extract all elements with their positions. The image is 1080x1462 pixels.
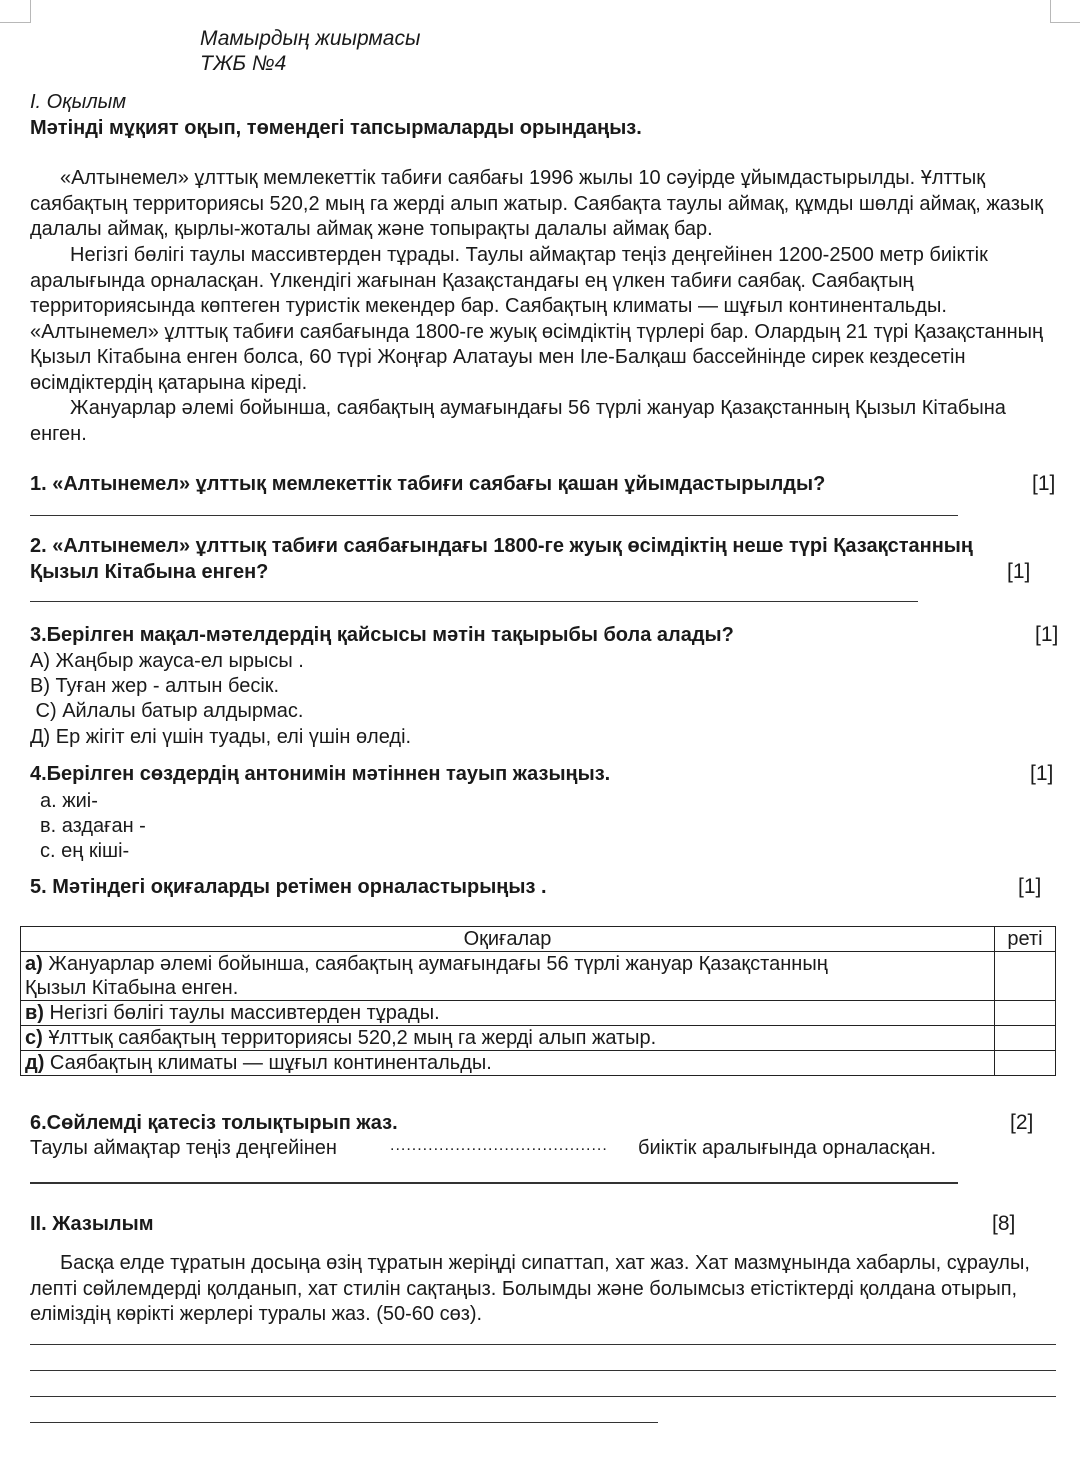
order-cell-a[interactable] [995, 952, 1056, 1001]
question-1: 1. «Алтынемел» ұлттық мемлекеттік табиғи саябағы қашан ұйымдастырылды? [30, 473, 826, 495]
question-4-item-b: в. аздаған - [40, 815, 146, 837]
question-6-sentence-start: Таулы аймақтар теңіз деңгейінен [30, 1137, 337, 1159]
answer-line-2[interactable] [30, 601, 918, 602]
writing-line-4[interactable] [30, 1422, 658, 1423]
question-3-option-b: В) Туған жер - алтын бесік. [30, 675, 280, 697]
question-1-score: [1] [1032, 472, 1056, 495]
event-cell-b [21, 1001, 995, 1026]
text-paragraph-1: «Алтынемел» ұлттық мемлекеттік табиғи саябағы 1996 жылы 10 сәуірде ұйымдастырылды. Ұлттық саябақтың территориясы 520,2 мың га жерді алып жатыр. Саябақта таулы аймақ, құмды шөлді аймақ, жазық далалы аймақ, қырлы-жоталы аймақ және топырақты далалы аймақ бар. [30, 167, 1043, 241]
question-3-option-a: А) Жаңбыр жауса-ел ырысы . [30, 650, 304, 672]
question-4: 4.Берілген сөздердің антонимін мәтіннен тауып жазыңыз. [30, 763, 611, 785]
question-3: 3.Берілген мақал-мәтелдердің қайсысы мәтін тақырыбы бола алады? [30, 624, 734, 646]
writing-line-1[interactable] [30, 1344, 1056, 1345]
question-4-item-a: а. жиі- [40, 790, 98, 812]
writing-line-2[interactable] [30, 1370, 1056, 1371]
question-6: 6.Сөйлемді қатесіз толықтырып жаз. [30, 1112, 398, 1134]
events-column-header: Оқиғалар [21, 927, 995, 952]
text-paragraph-3: Жануарлар әлемі бойынша, саябақтың аумағындағы 56 түрлі жануар Қазақстанның Қызыл Кітабына енген. [30, 397, 1006, 445]
order-column-header: реті [995, 927, 1056, 952]
question-6-blank[interactable]: ........................................ [390, 1137, 608, 1154]
event-text-line-2: Қызыл Кітабына енген. [25, 977, 239, 999]
event-text-line-1: Саябақтың климаты — шұғыл континентальды. [49, 1052, 492, 1074]
corner-mark-left [0, 0, 31, 23]
corner-mark-right [1050, 0, 1080, 23]
event-cell-a [21, 952, 995, 1001]
event-text-line-1: Жануарлар әлемі бойынша, саябақтың аумағындағы 56 түрлі жануар Қазақстанның [48, 953, 828, 975]
event-letter: д) [25, 1052, 45, 1074]
question-4-item-c: с. ең кіші- [40, 840, 130, 862]
event-cell-c [21, 1026, 995, 1051]
question-4-score: [1] [1030, 762, 1054, 785]
question-3-option-c: С) Айлалы батыр алдырмас. [30, 700, 304, 722]
text-paragraph-2: Негізгі бөлігі таулы массивтерден тұрады. Таулы аймақтар теңіз деңгейінен 1200-2500 метр биіктік аралығында орналасқан. Үлкендігі жағынан Қазақстандағы ең үлкен табиғи саябақ. Саябақтың территориясында көптеген туристік мекендер бар. Саябақтың климаты — шұғыл континентальды. «Алтынемел» ұлттық табиғи саябағында 1800-ге жуық өсімдіктің түрлері бар. Олардың 21 түрі Қазақстанның Қызыл Кітабына енген болса, 60 түрі Жоңғар Алатауы мен Іле-Балқаш бассейнінде сирек кездесетін өсімдіктердің қатарына кіреді. [30, 244, 1044, 394]
event-letter: а) [25, 953, 43, 975]
section2-task: Басқа елде тұратын досыңа өзің тұратын жеріңді сипаттап, хат жаз. Хат мазмұнында хабарлы, сұраулы, лепті сөйлемдерді қолданып, хат стилін сақтаңыз. Болымды және болымсыз етістіктерді қолдана отырып, еліміздің көрікті жерлері туралы жаз. (50-60 сөз). [30, 1252, 1030, 1326]
order-cell-c[interactable] [995, 1026, 1056, 1051]
order-cell-b[interactable] [995, 1001, 1056, 1026]
section2-score: [8] [992, 1212, 1016, 1235]
event-text-line-1: Негізгі бөлігі таулы массивтерден тұрады. [49, 1002, 440, 1024]
question-3-score: [1] [1035, 623, 1059, 646]
table-row [21, 1051, 1056, 1076]
question-5: 5. Мәтіндегі оқиғаларды ретімен орналастырыңыз . [30, 876, 547, 898]
question-3-option-d: Д) Ер жігіт елі үшін туады, елі үшін өледі. [30, 726, 412, 748]
header-test: ТЖБ №4 [200, 52, 287, 75]
event-cell-d [21, 1051, 995, 1076]
question-2-score: [1] [1007, 560, 1031, 583]
section1-title: I. Оқылым [30, 91, 127, 113]
section1-instruction: Мәтінді мұқият оқып, төмендегі тапсырмаларды орындаңыз. [30, 117, 642, 139]
events-table-header [21, 927, 1056, 952]
question-2-line-1: 2. «Алтынемел» ұлттық табиғи саябағындағы 1800-ге жуық өсімдіктің неше түрі Қазақстанның [30, 535, 973, 557]
event-letter: с) [25, 1027, 43, 1049]
question-2-line-2: Қызыл Кітабына енген? [30, 561, 269, 583]
table-row [21, 1026, 1056, 1051]
order-cell-d[interactable] [995, 1051, 1056, 1076]
table-row [21, 952, 1056, 1001]
section2-title: II. Жазылым [30, 1213, 154, 1235]
question-6-score: [2] [1010, 1111, 1034, 1134]
answer-line-6[interactable] [30, 1182, 958, 1184]
question-5-score: [1] [1018, 875, 1042, 898]
answer-line-1[interactable] [30, 515, 958, 516]
event-letter: в) [25, 1002, 44, 1024]
table-row [21, 1001, 1056, 1026]
event-text-line-1: Ұлттық саябақтың территориясы 520,2 мың га жерді алып жатыр. [48, 1027, 657, 1049]
writing-line-3[interactable] [30, 1396, 1056, 1397]
events-table [20, 926, 1056, 1076]
question-6-sentence-end: биіктік аралығында орналасқан. [638, 1137, 937, 1159]
header-date: Мамырдың жиырмасы [200, 27, 421, 50]
